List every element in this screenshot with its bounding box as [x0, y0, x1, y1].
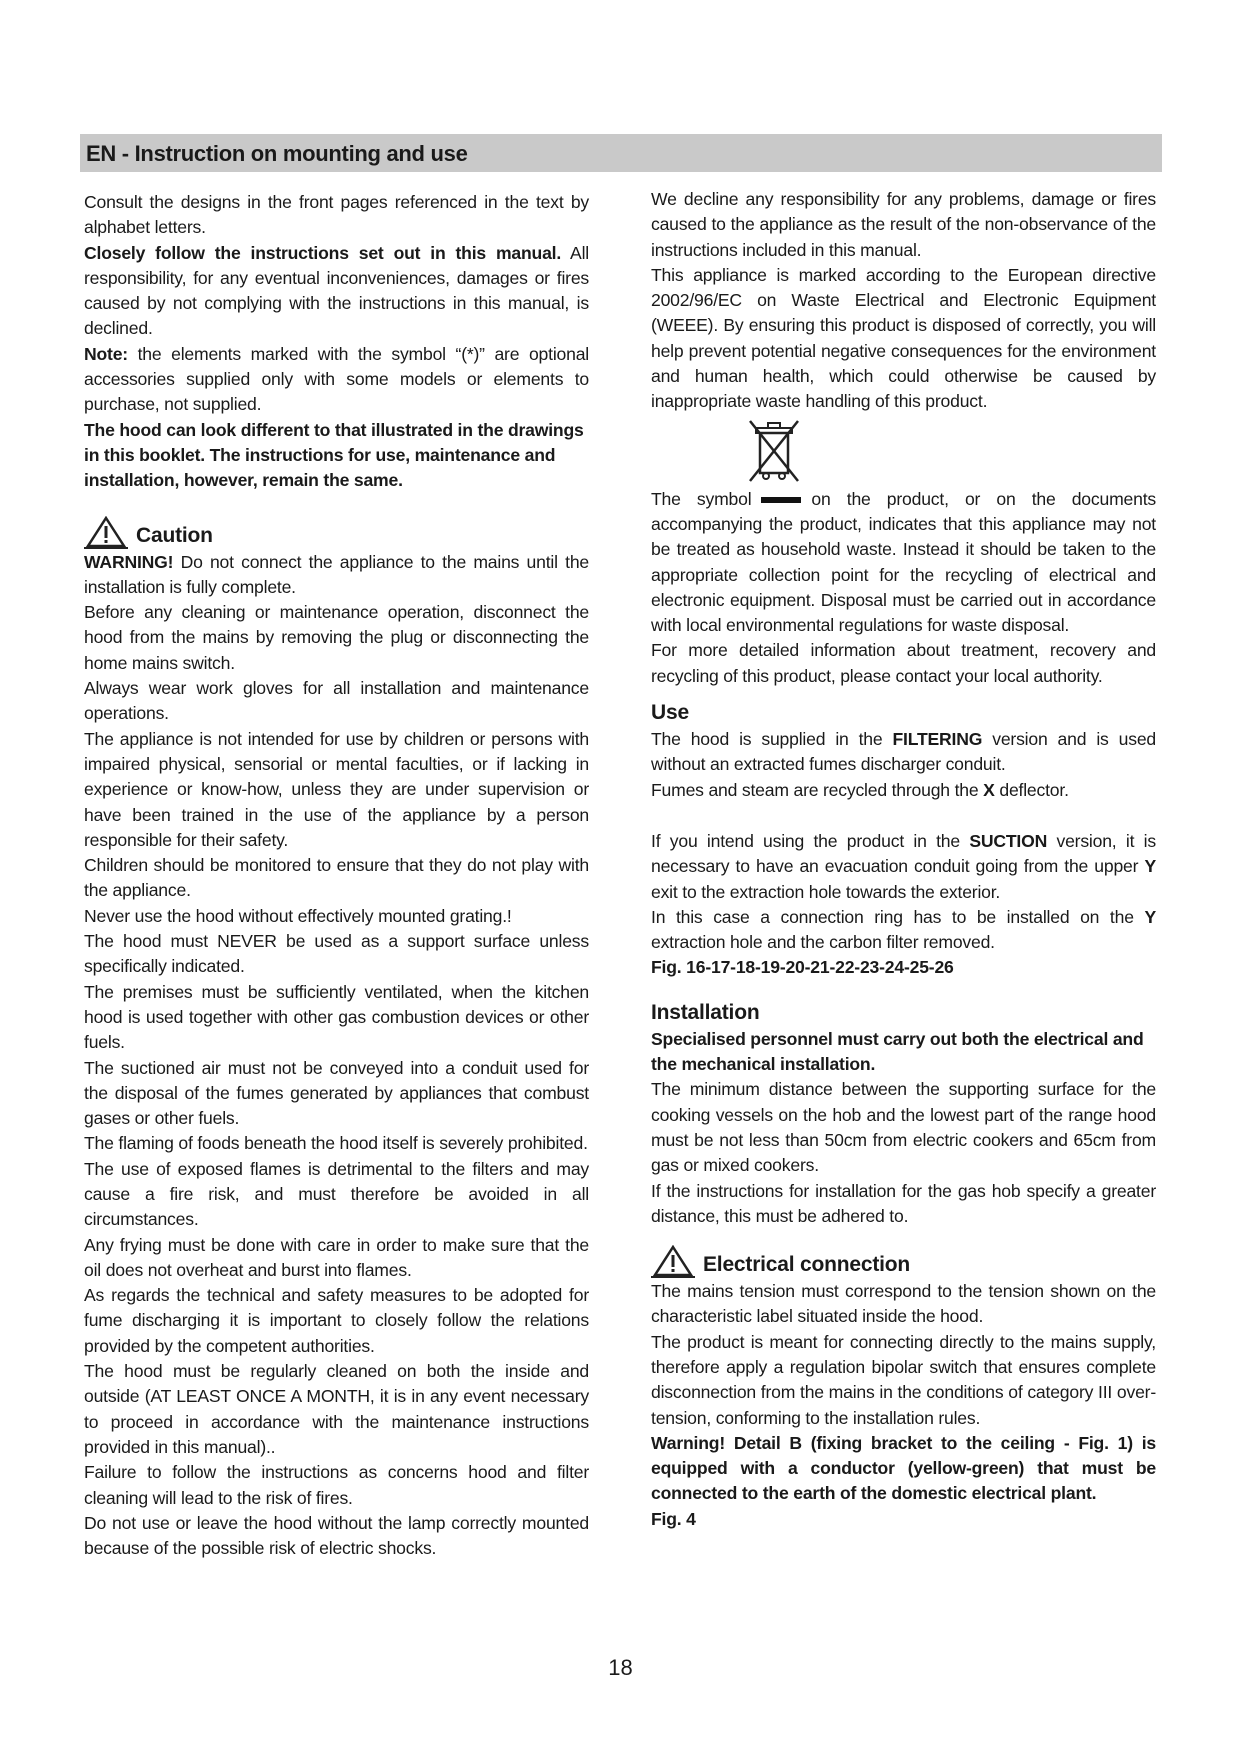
- caution-item: The premises must be sufficiently ventilated, when the kitchen hood is used together with other gas combustion devices or other fuels.: [84, 981, 589, 1053]
- warning-paragraph: WARNING! Do not connect the appliance to the mains until the installation is fully complete.: [84, 551, 589, 597]
- caution-item: The suctioned air must not be conveyed into a conduit used for the disposal of the fumes generated by appliances that combust gases or other fuels.: [84, 1057, 589, 1129]
- caution-item: Failure to follow the instructions as concerns hood and filter cleaning will lead to the risk of fires.: [84, 1462, 589, 1508]
- warning-triangle-icon: [84, 516, 128, 550]
- weee-bar-icon: [761, 497, 801, 503]
- crossed-bin-icon: [744, 417, 804, 485]
- caution-item: Children should be monitored to ensure that they do not play with the appliance.: [84, 855, 589, 901]
- caution-item: Do not use or leave the hood without the lamp correctly mounted because of the possible risk of electric shocks.: [84, 1512, 589, 1559]
- symbol-paragraph: The symbol on the product, or on the documents accompanying the product, indicates that this appliance may not be treated as household waste. Instead it should be taken to the appropriate collection point for the recycling of electrical and electronic equipment. Disposal must be carried out in accordance with local environmental regulations for waste disposal.: [651, 488, 1156, 636]
- intro-paragraph: Consult the designs in the front pages referenced in the text by alphabet letters.: [84, 192, 589, 238]
- section-title: EN - Instruction on mounting and use: [86, 141, 468, 166]
- page-number: 18: [608, 1655, 633, 1680]
- caution-item: The hood must NEVER be used as a support surface unless specifically indicated.: [84, 931, 589, 977]
- caution-item: The appliance is not intended for use by children or persons with impaired physical, sensorial or mental faculties, or if lacking in experience or know-how, unless they are under supervision or have been trained in the use of the appliance by a person responsible for their safety.: [84, 728, 589, 850]
- electrical-switch-paragraph: The product is meant for connecting directly to the mains supply, therefore apply a regulation bipolar switch that ensures complete disconnection from the mains in the conditions of category III over-tension, conforming to the installation rules.: [651, 1331, 1156, 1428]
- caution-item: As regards the technical and safety measures to be adopted for fume discharging it is important to closely follow the relations provided by the competent authorities.: [84, 1285, 589, 1356]
- caution-item: Before any cleaning or maintenance operation, disconnect the hood from the mains by removing the plug or disconnecting the home mains switch.: [84, 602, 589, 673]
- caution-title: Caution: [136, 523, 213, 547]
- note-paragraph: Note: the elements marked with the symbol “(*)” are optional accessories supplied only with some models or elements to purchase, not supplied.: [84, 343, 589, 415]
- appearance-notice: The hood can look different to that illustrated in the drawings in this booklet. The instructions for use, maintenance and installation, however, remain the same.: [84, 419, 584, 491]
- installation-distance-paragraph: The minimum distance between the supporting surface for the cooking vessels on the hob and the lowest part of the range hood must be not less than 50cm from electric cookers and 65cm from gas or mixed cookers.: [651, 1079, 1156, 1176]
- electrical-figure-reference: Fig. 4: [651, 1508, 696, 1529]
- use-deflector-paragraph: Fumes and steam are recycled through the X deflector.: [651, 779, 1069, 800]
- caution-item: Always wear work gloves for all installation and maintenance operations.: [84, 678, 589, 724]
- section-header-bar: [80, 134, 1162, 172]
- weee-paragraph: This appliance is marked according to the European directive 2002/96/EC on Waste Electrical and Electronic Equipment (WEEE). By ensuring this product is disposed of correctly, you will help prevent potential negative consequences for the environment and human health, which could otherwise be caused by inappropriate waste handling of this product.: [651, 264, 1156, 412]
- left-column: [84, 190, 589, 1561]
- electrical-heading: [651, 1241, 1156, 1279]
- use-filtering-paragraph: The hood is supplied in the FILTERING version and is used without an extracted fumes discharger conduit.: [651, 729, 1156, 775]
- caution-item: The flaming of foods beneath the hood itself is severely prohibited.: [84, 1133, 588, 1154]
- caution-item: Any frying must be done with care in order to make sure that the oil does not overheat and burst into flames.: [84, 1234, 589, 1280]
- installation-gas-paragraph: If the instructions for installation for the gas hob specify a greater distance, this must be adhered to.: [651, 1180, 1156, 1226]
- caution-item: Never use the hood without effectively mounted grating.!: [84, 905, 512, 926]
- caution-item: The use of exposed flames is detrimental to the filters and may cause a fire risk, and must therefore be avoided in all circumstances.: [84, 1158, 589, 1230]
- caution-item: The hood must be regularly cleaned on both the inside and outside (AT LEAST ONCE A MONTH, it is in any event necessary to proceed in accordance with the maintenance instructions provided in this manual)..: [84, 1361, 589, 1457]
- follow-instructions-paragraph: Closely follow the instructions set out in this manual. All responsibility, for any eventual inconveniences, damages or fires caused by not complying with the instructions in this manual, is declined.: [84, 242, 590, 339]
- warning-triangle-icon: [651, 1245, 695, 1279]
- right-column: [651, 187, 1156, 1532]
- use-suction-paragraph: If you intend using the product in the SUCTION version, it is necessary to have an evacuation conduit going from the upper Y exit to the extraction hole towards the exterior.: [651, 830, 1156, 902]
- responsibility-paragraph: We decline any responsibility for any problems, damage or fires caused to the appliance as the result of the non-observance of the instructions included in this manual.: [651, 189, 1156, 260]
- installation-personnel-notice: Specialised personnel must carry out both the electrical and the mechanical installation.: [651, 1028, 1144, 1075]
- use-connection-ring-paragraph: In this case a connection ring has to be installed on the Y extraction hole and the carbon filter removed.: [651, 906, 1156, 953]
- use-heading: Use: [651, 701, 689, 725]
- electrical-earth-warning: Warning! Detail B (fixing bracket to the ceiling - Fig. 1) is equipped with a conductor (yellow-green) that must be connected to the earth of the domestic electrical plant.: [651, 1432, 1156, 1504]
- caution-heading: [84, 512, 589, 550]
- weee-symbol-area: [651, 415, 1156, 487]
- use-figure-reference: Fig. 16-17-18-19-20-21-22-23-24-25-26: [651, 957, 954, 978]
- electrical-title: Electrical connection: [703, 1253, 911, 1277]
- installation-heading: Installation: [651, 1000, 760, 1024]
- electrical-tension-paragraph: The mains tension must correspond to the tension shown on the characteristic label situated inside the hood.: [651, 1281, 1156, 1327]
- contact-paragraph: For more detailed information about treatment, recovery and recycling of this product, please contact your local authority.: [651, 640, 1156, 686]
